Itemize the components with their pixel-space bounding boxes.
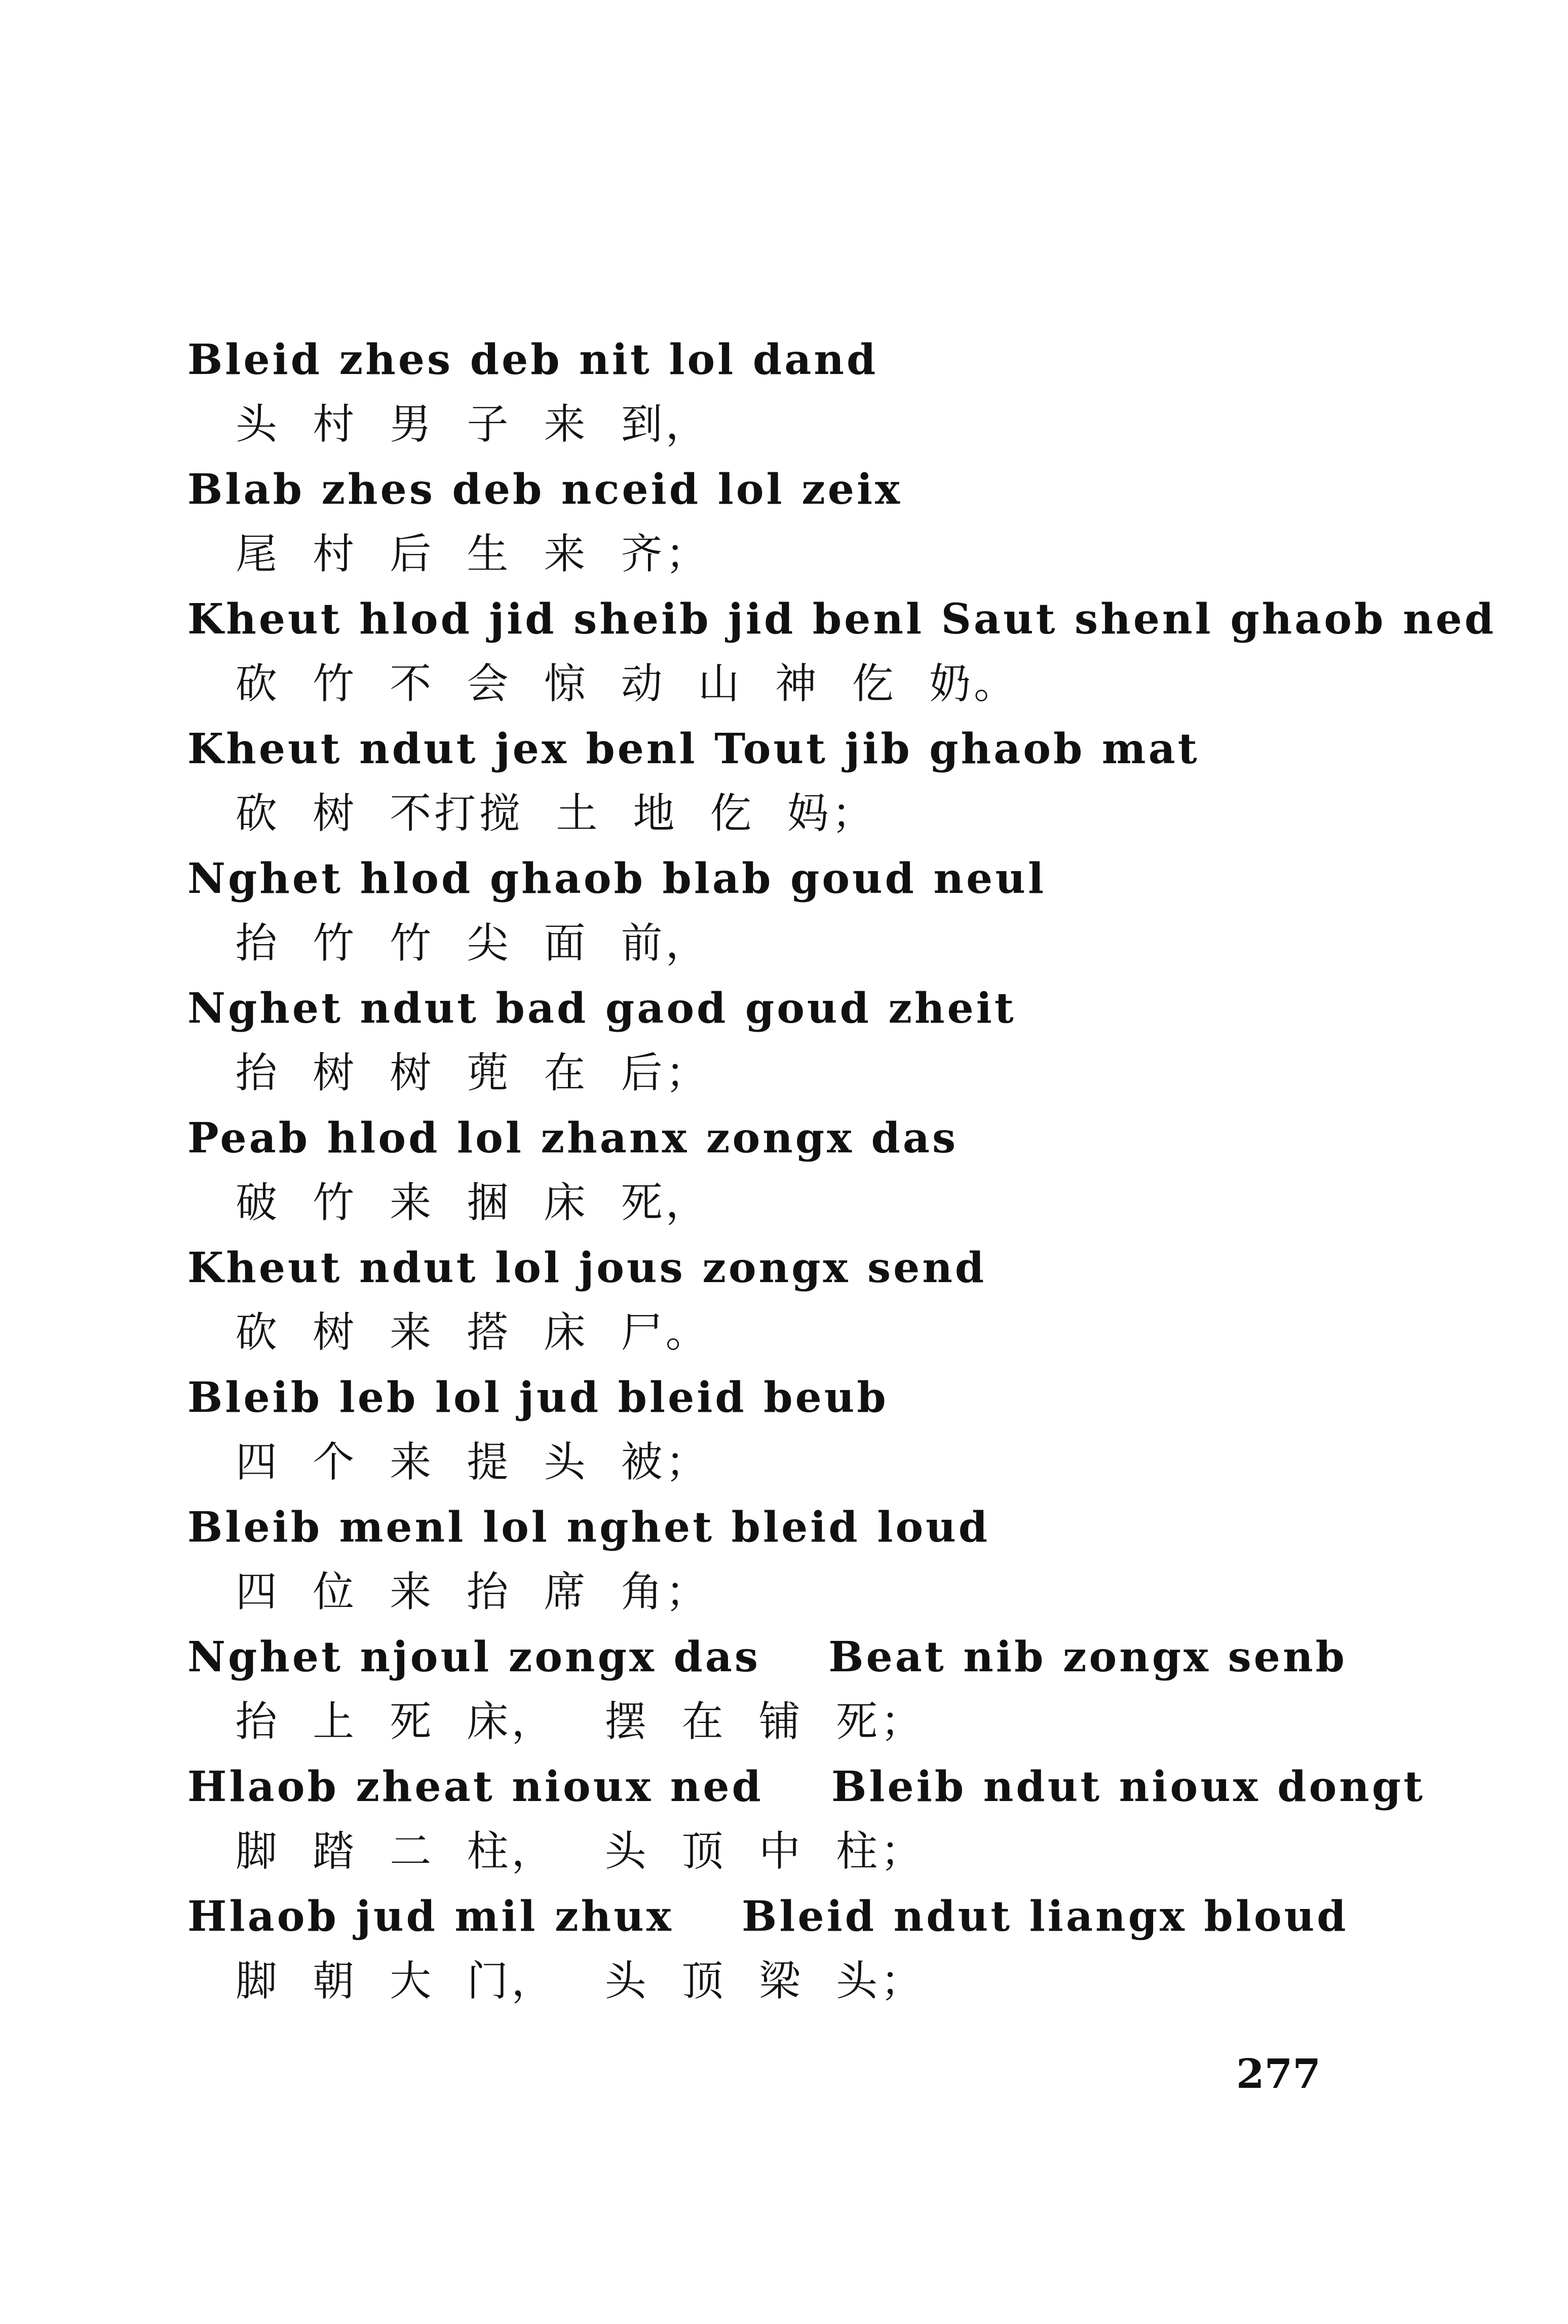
poem-line-chinese: 脚 踏 二 柱， 头 顶 中 柱； [236,1827,925,1876]
poem-line-chinese: 抬 树 树 蔸 在 后； [236,1049,710,1097]
poem-line-chinese: 砍 树 来 搭 床 尸。 [236,1308,710,1357]
poem-line-latin: Bleib menl lol nghet bleid loud [187,1503,990,1552]
poem-line-chinese: 头 村 男 子 来 到， [236,400,710,448]
poem-line-latin: Nghet hlod ghaob blab goud neul [187,854,1047,903]
poem-line-chinese: 四 个 来 提 头 被； [236,1438,710,1486]
poem-line-chinese: 砍 竹 不 会 惊 动 山 神 仡 奶。 [236,660,1019,708]
poem-line-latin: Nghet ndut bad gaod goud zheit [187,984,1016,1033]
poem-line-latin: Blab zhes deb nceid lol zeix [187,465,902,514]
poem-line-latin: Kheut hlod jid sheib jid benl Saut shenl ghaob ned [187,595,1497,644]
poem-line-chinese: 破 竹 来 捆 床 死， [236,1179,710,1227]
poem-line-chinese: 脚 朝 大 门， 头 顶 梁 头； [236,1957,925,2005]
poem-line-latin: Nghet njoul zongx das Beat nib zongx senb [187,1633,1347,1681]
poem-line-latin: Bleid zhes deb nit lol dand [187,335,878,384]
poem-line-latin: Bleib leb lol jud bleid beub [187,1373,889,1422]
poem-line-chinese: 尾 村 后 生 来 齐； [236,530,710,578]
poem-line-chinese: 抬 竹 竹 尖 面 前， [236,919,710,967]
poem-line-latin: Hlaob zheat nioux ned Bleib ndut nioux dongt [187,1763,1426,1811]
page-number: 277 [1236,2050,1321,2097]
poem-line-chinese: 四 位 来 抬 席 角； [236,1568,710,1616]
poem-line-latin: Peab hlod lol zhanx zongx das [187,1114,959,1163]
poem-line-latin: Kheut ndut lol jous zongx send [187,1244,987,1292]
poem-line-latin: Kheut ndut jex benl Tout jib ghaob mat [187,725,1200,773]
poem-line-latin: Hlaob jud mil zhux Bleid ndut liangx bloud [187,1892,1349,1941]
poem-line-chinese: 抬 上 死 床， 摆 在 铺 死； [236,1698,925,1746]
poem-text [187,329,1497,2016]
poem-line-chinese: 砍 树 不打搅 土 地 仡 妈； [236,790,876,838]
